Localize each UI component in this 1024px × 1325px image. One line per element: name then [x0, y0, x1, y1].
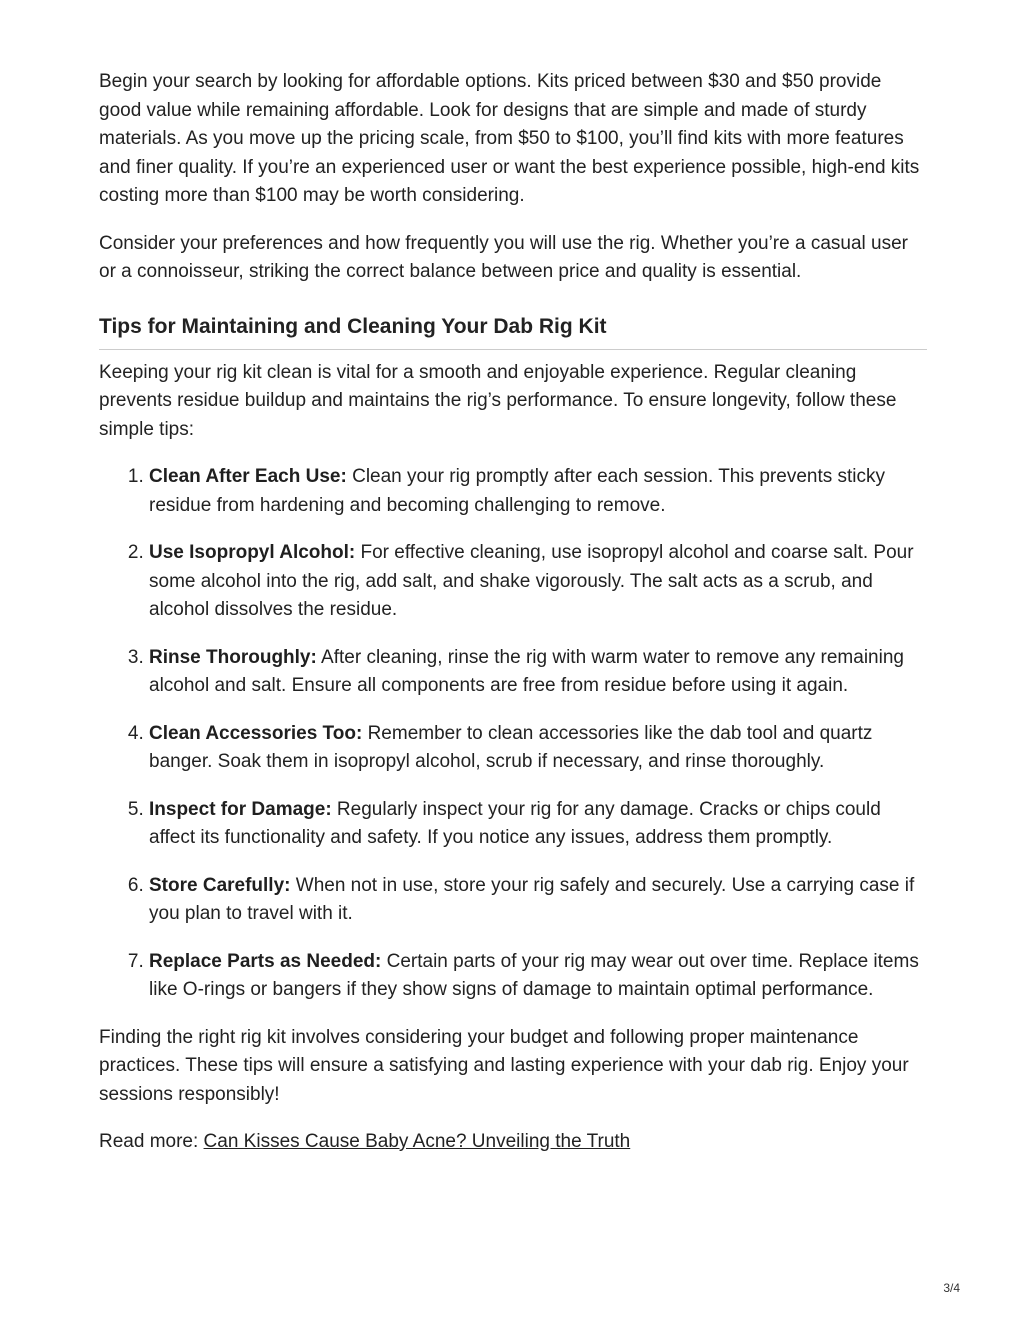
tip-text: When not in use, store your rig safely and securely. Use a carrying case if you plan to travel with it. — [149, 874, 915, 924]
list-item — [149, 948, 927, 1005]
list-item — [149, 872, 927, 929]
tips-list — [99, 463, 927, 1005]
article-body — [99, 68, 927, 1157]
tip-title: Rinse Thoroughly: — [149, 646, 317, 668]
tip-title: Use Isopropyl Alcohol: — [149, 542, 356, 563]
paragraph-cleaning-intro: Keeping your rig kit clean is vital for a smooth and enjoyable experience. Regular cleaning prevents residue buildup and maintains the rig’s performance. To ensure longevity, follow these simple tips: — [99, 361, 897, 440]
list-item — [149, 796, 927, 853]
tip-text: Remember to clean accessories like the dab tool and quartz banger. Soak them in isopropyl alcohol, scrub if necessary, and rinse thoroughly. — [149, 722, 873, 772]
list-item — [149, 644, 927, 701]
tip-text: For effective cleaning, use isopropyl alcohol and coarse salt. Pour some alcohol into the rig, add salt, and shake vigorously. The salt acts as a scrub, and alcohol dissolves the residue. — [149, 542, 914, 620]
paragraph-preferences: Consider your preferences and how frequently you will use the rig. Whether you’re a casual user or a connoisseur, striking the correct balance between price and quality is essential. — [99, 232, 908, 282]
read-more — [99, 1128, 927, 1157]
tip-title: Replace Parts as Needed: — [149, 950, 382, 972]
tip-text: After cleaning, rinse the rig with warm water to remove any remaining alcohol and salt. Ensure all components are free from residue before using it again. — [149, 646, 904, 696]
list-item — [149, 720, 927, 777]
tip-title: Clean After Each Use: — [149, 466, 347, 487]
paragraph-budget-options: Begin your search by looking for affordable options. Kits priced between $30 and $50 provide good value while remaining affordable. Look for designs that are simple and made of sturdy materials. As you move up the pricing scale, from $50 to $100, you’ll find kits with more features and finer quality. If you’re an experienced user or want the best experience possible, high-end kits costing more than $100 may be worth considering. — [99, 71, 920, 206]
page-number: 3/4 — [943, 1281, 960, 1295]
read-more-label: Read more: — [99, 1131, 204, 1152]
tip-title: Inspect for Damage: — [149, 798, 332, 820]
tip-text: Certain parts of your rig may wear out over time. Replace items like O-rings or bangers if they show signs of damage to maintain optimal performance. — [149, 950, 919, 1000]
tip-text: Regularly inspect your rig for any damage. Cracks or chips could affect its functionality and safety. If you notice any issues, address them promptly. — [149, 798, 881, 848]
tip-title: Store Carefully: — [149, 874, 291, 896]
tip-text: Clean your rig promptly after each session. This prevents sticky residue from hardening and becoming challenging to remove. — [149, 466, 886, 516]
list-item — [149, 463, 927, 520]
read-more-link[interactable]: Can Kisses Cause Baby Acne? Unveiling the Truth — [203, 1131, 631, 1152]
list-item — [149, 539, 927, 625]
tip-title: Clean Accessories Too: — [149, 722, 363, 744]
paragraph-conclusion: Finding the right rig kit involves considering your budget and following proper maintenance practices. These tips will ensure a satisfying and lasting experience with your dab rig. Enjoy your sessions responsibly! — [99, 1026, 909, 1105]
section-heading: Tips for Maintaining and Cleaning Your Dab Rig Kit — [99, 312, 927, 350]
